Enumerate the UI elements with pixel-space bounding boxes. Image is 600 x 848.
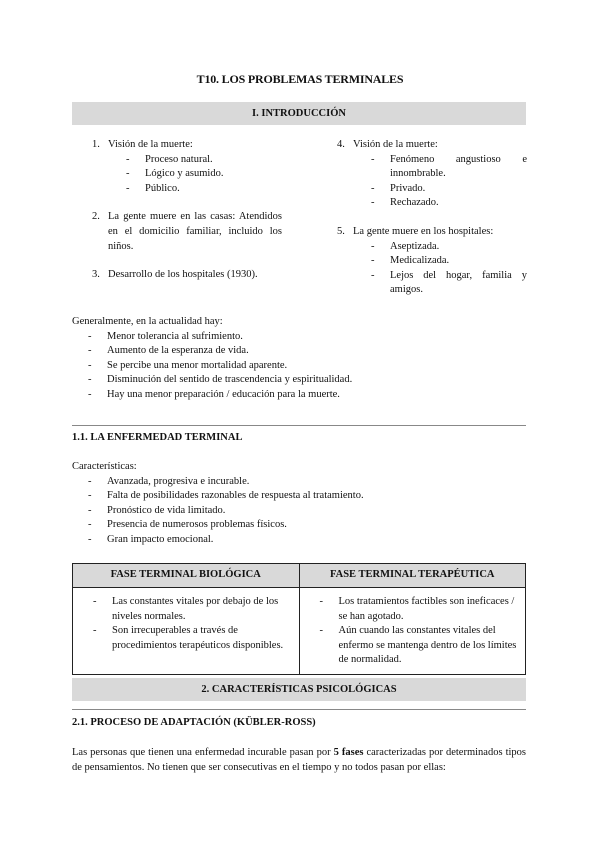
section-heading-psicologicas: 2. CARACTERÍSTICAS PSICOLÓGICAS	[72, 678, 526, 701]
numbered-item-2: 2. La gente muere en las casas: Atendidos en el domicilio familiar, incluido los niños.	[92, 211, 282, 252]
numbered-item-1: 1. Visión de la muerte: - Proceso natural. - Lógico y asumido. - Público.	[92, 138, 282, 196]
list-item: - Avanzada, progresiva e incurable.	[88, 475, 250, 487]
table-cell-terapeutica	[299, 588, 525, 675]
list-item: - Aún cuando las constantes vitales del enfermo se mantenga dentro de los límites de normalidad.	[319, 625, 517, 666]
numbered-item-5: 5. La gente muere en los hospitales: - Aseptizada. - Medicalizada. - Lejos del hogar, familia y amigos.	[337, 225, 527, 298]
characteristics-block	[72, 460, 526, 548]
list-item: - Gran impacto emocional.	[88, 533, 214, 545]
list-item: - Pronóstico de vida limitado.	[88, 504, 226, 516]
list-item: - Público.	[126, 182, 180, 194]
general-intro: Generalmente, en la actualidad hay:	[72, 316, 223, 327]
list-item: - Medicalizada.	[371, 255, 450, 267]
list-item: - Se percibe una menor mortalidad aparente.	[88, 359, 288, 371]
intro-left-column	[92, 138, 282, 283]
table-cell-biologica	[73, 588, 300, 675]
sub-heading-proceso-adaptacion: 2.1. PROCESO DE ADAPTACIÓN (KÜBLER-ROSS)	[72, 717, 316, 728]
list-item: - Proceso natural.	[126, 153, 213, 165]
divider	[72, 425, 526, 426]
intro-right-column	[337, 138, 527, 298]
list-item: - Aseptizada.	[371, 240, 440, 252]
sub-heading-enfermedad-terminal: 1.1. LA ENFERMEDAD TERMINAL	[72, 432, 243, 443]
list-item: - Aumento de la esperanza de vida.	[88, 345, 249, 357]
list-item: - Falta de posibilidades razonables de respuesta al tratamiento.	[88, 490, 364, 502]
adaptation-paragraph: Las personas que tienen una enfermedad incurable pasan por 5 fases caracterizadas por determinados tipos de pensamientos. No tienen que ser consecutivas en el tiempo y no todos pasan por ellas:	[72, 747, 526, 773]
characteristics-intro: Características:	[72, 461, 137, 472]
table-header-terapeutica: FASE TERMINAL TERAPÉUTICA	[299, 564, 525, 588]
list-item: - Menor tolerancia al sufrimiento.	[88, 330, 243, 342]
general-list-block	[72, 315, 526, 403]
numbered-item-4: 4. Visión de la muerte: - Fenómeno angustioso e innombrable. - Privado. - Rechazado.	[337, 138, 527, 211]
list-item: - Privado.	[371, 182, 426, 194]
list-item: - Son irrecuperables a través de procedimientos terapéuticos disponibles.	[93, 625, 284, 651]
numbered-item-3: 3. Desarrollo de los hospitales (1930).	[92, 269, 258, 281]
list-item: - Las constantes vitales por debajo de los niveles normales.	[93, 596, 279, 622]
section-heading-introduccion: I. INTRODUCCIÓN	[72, 102, 526, 125]
list-item: - Fenómeno angustioso e innombrable.	[371, 153, 527, 180]
list-item: - Disminución del sentido de trascendencia y espiritualidad.	[88, 374, 353, 386]
list-item: - Hay una menor preparación / educación para la muerte.	[88, 388, 340, 400]
table-header-biologica: FASE TERMINAL BIOLÓGICA	[73, 564, 300, 588]
list-item: - Lejos del hogar, familia y amigos.	[371, 269, 527, 296]
page-title: T10. LOS PROBLEMAS TERMINALES	[196, 72, 404, 86]
divider	[72, 709, 526, 710]
list-item: - Presencia de numerosos problemas físicos.	[88, 519, 287, 531]
list-item: - Rechazado.	[371, 197, 439, 209]
list-item: - Lógico y asumido.	[126, 168, 224, 180]
list-item: - Los tratamientos factibles son ineficaces / se han agotado.	[319, 596, 515, 622]
phase-comparison-table	[72, 563, 526, 675]
